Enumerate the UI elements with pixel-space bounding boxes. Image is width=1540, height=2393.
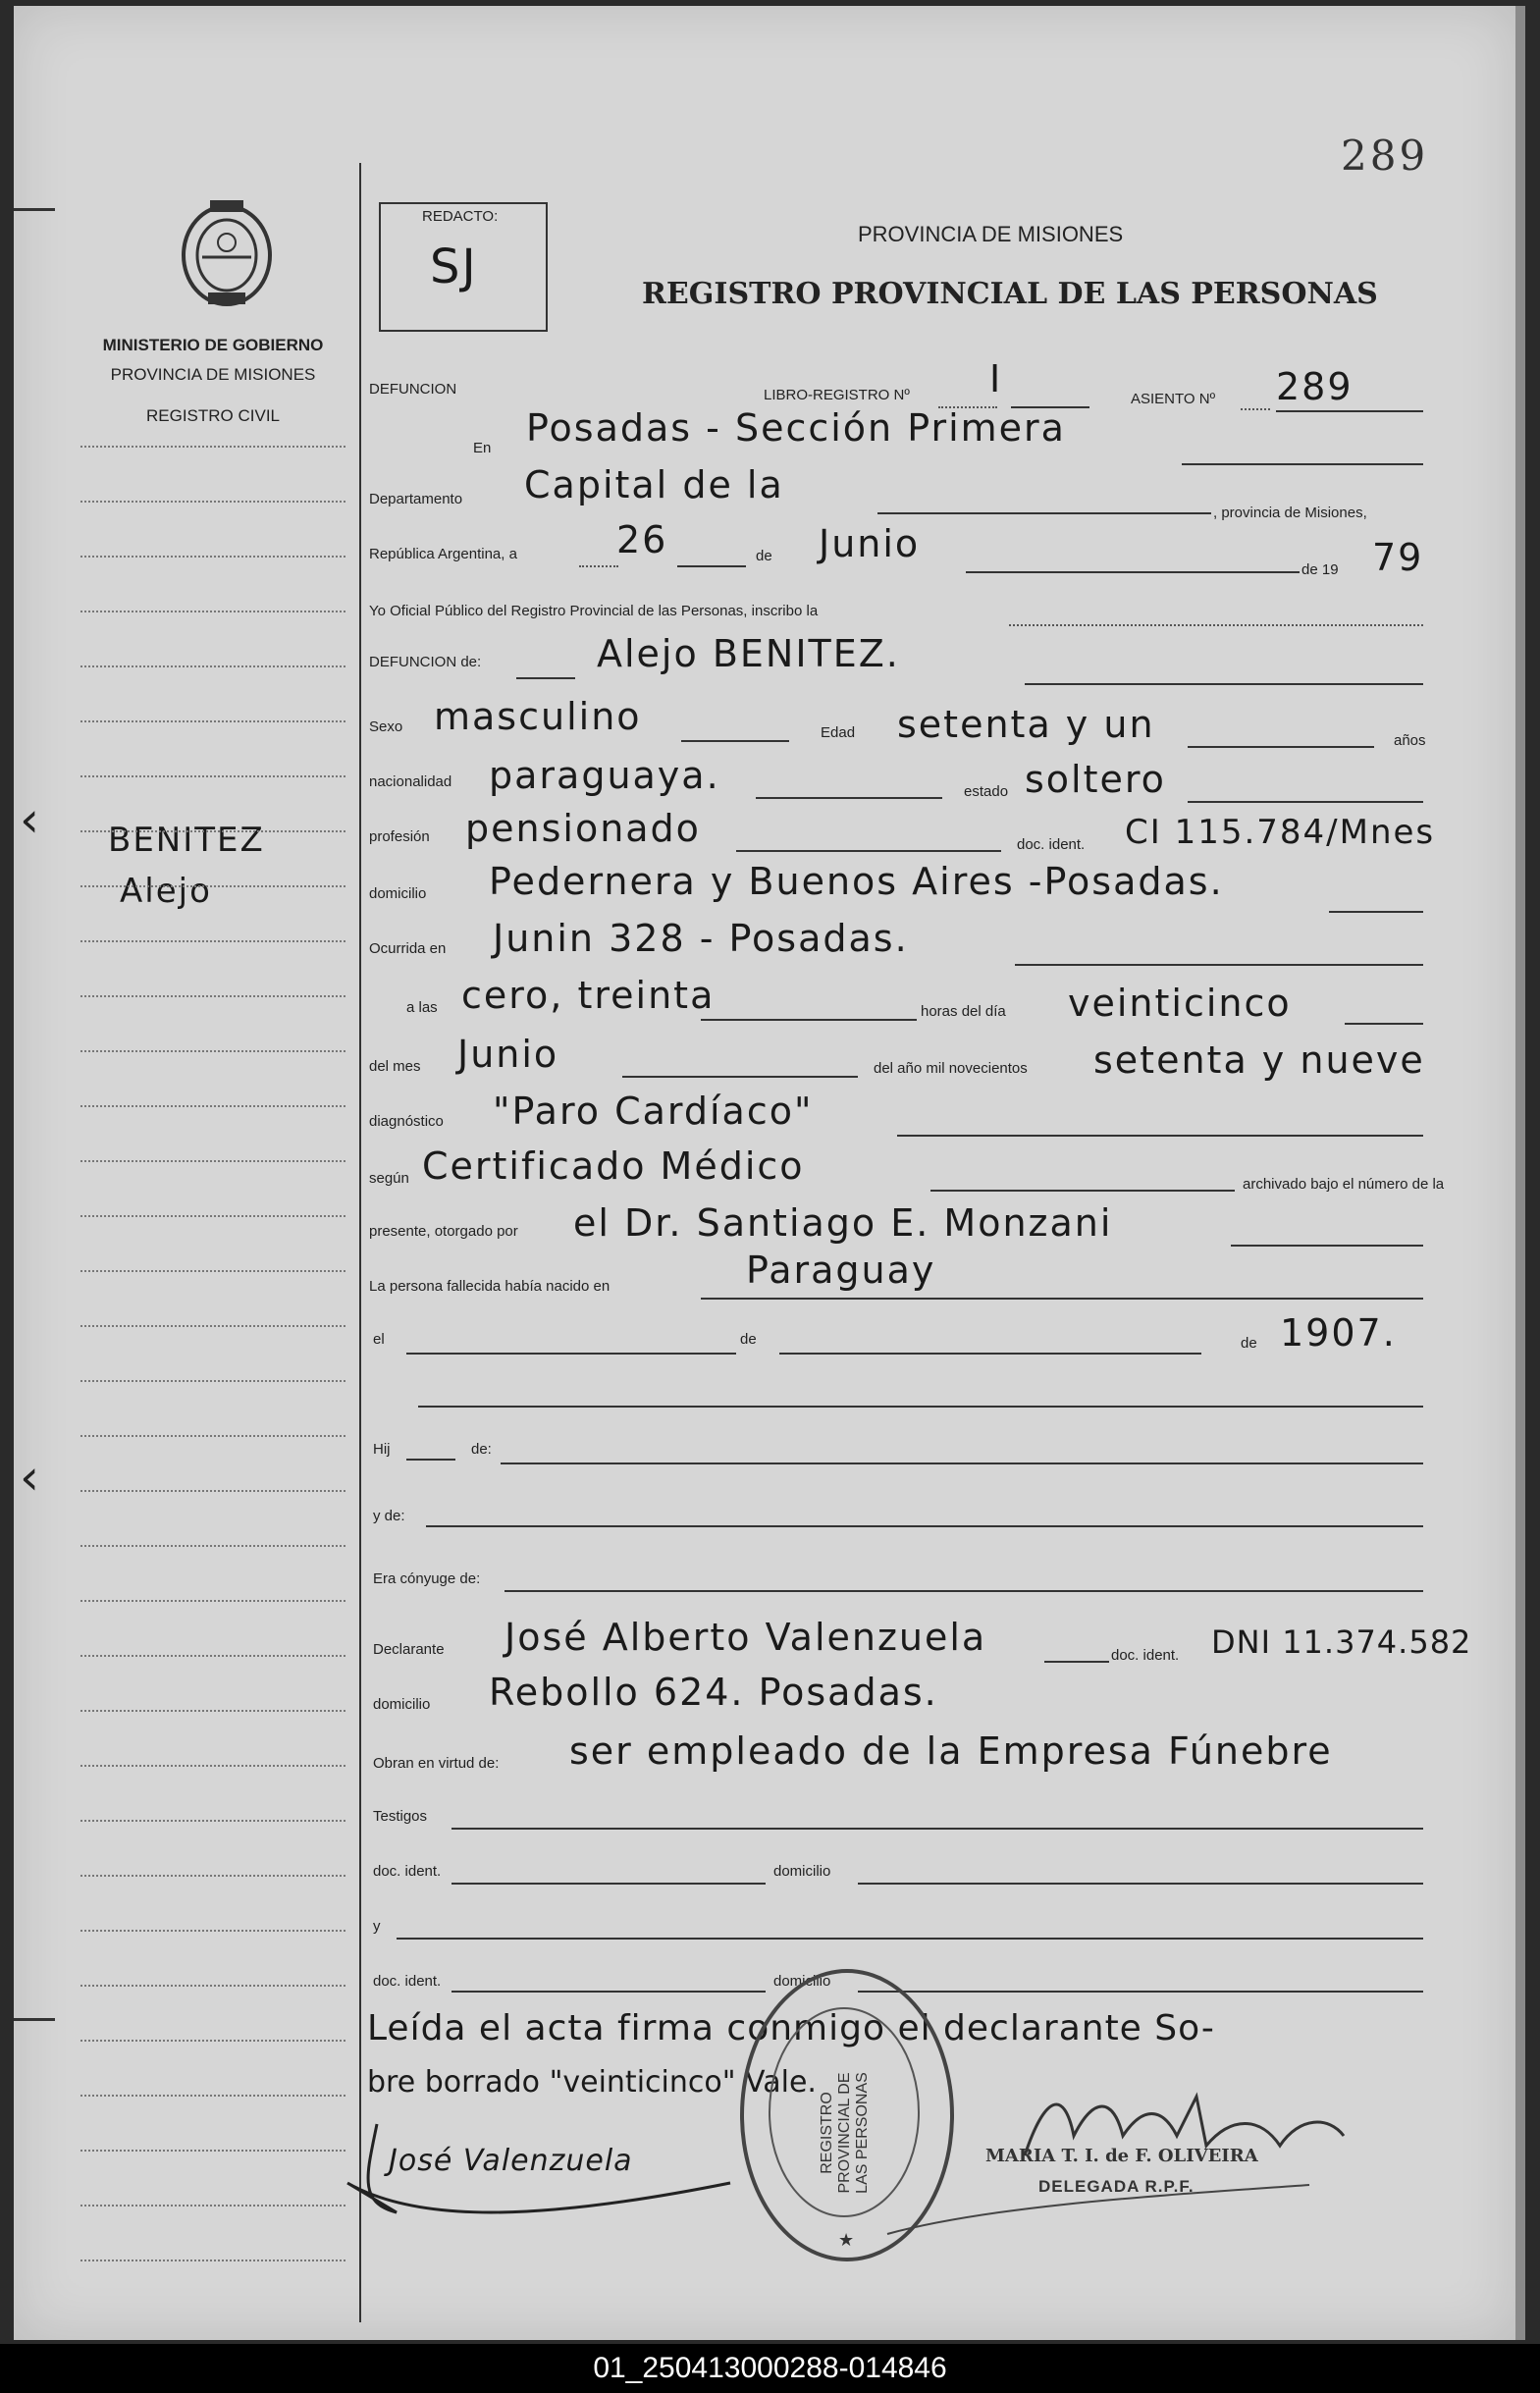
margin-rule (80, 1765, 345, 1767)
stamp-star-icon: ★ (838, 2230, 855, 2250)
libro-label: LIBRO-REGISTRO Nº (764, 387, 910, 403)
estado-label: estado (964, 783, 1009, 800)
margin-rule (80, 1270, 345, 1272)
binding-mark-top (14, 208, 55, 211)
coat-of-arms-icon (173, 198, 281, 308)
registry-title: REGISTRO PROVINCIAL DE LAS PERSONAS (642, 277, 1378, 311)
redacto-initials: SJ (430, 239, 478, 294)
margin-rule (80, 1050, 345, 1052)
nacionalidad-value: paraguaya. (489, 754, 720, 797)
closing-line-1: Leída el acta firma conmigo el declarante So- (367, 2008, 1215, 2048)
margin-rule (80, 1820, 345, 1822)
asiento-value: 289 (1276, 365, 1354, 408)
official-title: DELEGADA R.P.F. (1038, 2177, 1195, 2196)
el-label: el (373, 1331, 385, 1348)
province-heading: PROVINCIA DE MISIONES (110, 365, 316, 384)
margin-rule (80, 2260, 345, 2261)
declarante-doc-label: doc. ident. (1111, 1647, 1180, 1664)
margin-rule (80, 1600, 345, 1602)
margin-rule (80, 501, 345, 503)
del-mes-value: Junio (457, 1033, 559, 1076)
redacto-label: REDACTO: (422, 208, 499, 225)
civil-registry-heading: REGISTRO CIVIL (145, 406, 281, 425)
declarante-value: José Alberto Valenzuela (504, 1616, 987, 1659)
margin-rule (80, 1490, 345, 1492)
horas-value: veinticinco (1068, 982, 1292, 1025)
margin-rule (80, 2205, 345, 2207)
margin-rule (80, 1930, 345, 1932)
testigos-label: Testigos (373, 1808, 428, 1825)
domicilio-value: Pedernera y Buenos Aires -Posadas. (489, 860, 1224, 903)
difunto-value: Alejo BENITEZ. (597, 632, 900, 675)
margin-rule (80, 1710, 345, 1712)
doc-ident-label: doc. ident. (1017, 836, 1086, 853)
en-label: En (473, 440, 492, 456)
libro-value: I (989, 357, 1003, 400)
margin-rule (80, 556, 345, 558)
yo-oficial-text: Yo Oficial Público del Registro Provincial de las Personas, inscribo la (369, 603, 819, 619)
margin-rule (80, 611, 345, 612)
margin-rule (80, 1105, 345, 1107)
redacto-box (379, 202, 548, 332)
y-de-label: y de: (373, 1508, 405, 1524)
obran-label: Obran en virtud de: (373, 1755, 500, 1772)
margin-rule (80, 1325, 345, 1327)
margin-rule (80, 446, 345, 448)
margin-rule (80, 665, 345, 667)
de-label: de (756, 548, 772, 564)
image-caption: 01_250413000288-014846 (0, 2344, 1540, 2393)
diagnostico-label: diagnóstico (369, 1113, 444, 1130)
province-title: PROVINCIA DE MISIONES (858, 222, 1124, 246)
margin-rule (80, 2040, 345, 2042)
dia-value: 26 (616, 518, 668, 561)
hij-de-label: de: (471, 1441, 492, 1458)
estado-value: soltero (1025, 758, 1166, 801)
margin-rule (80, 775, 345, 777)
segun-label: según (369, 1170, 409, 1187)
del-anio-label: del año mil novecientos (874, 1060, 1028, 1077)
document-page (14, 6, 1525, 2340)
del-mes-label: del mes (369, 1058, 421, 1075)
declarante-domicilio-label: domicilio (373, 1696, 431, 1713)
conyuge-label: Era cónyuge de: (373, 1570, 481, 1587)
margin-rule (80, 720, 345, 722)
y-label: y (373, 1918, 381, 1935)
sexo-label: Sexo (369, 718, 403, 735)
presente-label: presente, otorgado por (369, 1223, 518, 1240)
binding-mark-bottom (14, 2018, 55, 2021)
testigo1-doc-label: doc. ident. (373, 1863, 442, 1880)
signature-flourish-icon (338, 2114, 750, 2232)
nacido-anio: 1907. (1280, 1311, 1397, 1355)
official-name: MARIA T. I. de F. OLIVEIRA (985, 2146, 1258, 2166)
domicilio-label: domicilio (369, 885, 427, 902)
departamento-label: Departamento (369, 491, 463, 507)
margin-divider (359, 163, 361, 2322)
margin-rule (80, 1160, 345, 1162)
nacido-value: Paraguay (746, 1249, 936, 1292)
doc-ident-value: CI 115.784/Mnes (1125, 813, 1436, 852)
anio-value: 79 (1372, 536, 1424, 579)
declarante-signature: José Valenzuela (389, 2144, 633, 2178)
margin-bracket-2: ‹ (20, 1449, 39, 1506)
horas-label: horas del día (921, 1003, 1006, 1020)
a-las-label: a las (406, 999, 438, 1016)
de2-label: de (740, 1331, 757, 1348)
nacionalidad-label: nacionalidad (369, 773, 452, 790)
hij-label: Hij (373, 1441, 391, 1458)
closing-line-2: bre borrado "veinticinco" Vale. (367, 2065, 817, 2100)
edad-label: Edad (821, 724, 856, 741)
ocurrida-label: Ocurrida en (369, 940, 447, 957)
defuncion-label: DEFUNCION (369, 381, 457, 398)
official-underline-icon (877, 2165, 1329, 2254)
del-anio-value: setenta y nueve (1093, 1038, 1425, 1082)
en-value: Posadas - Sección Primera (526, 406, 1066, 450)
de3-label: de (1241, 1335, 1257, 1352)
profesion-value: pensionado (465, 807, 701, 850)
sexo-value: masculino (434, 695, 642, 738)
testigo2-doc-label: doc. ident. (373, 1973, 442, 1990)
margin-rule (80, 1875, 345, 1877)
margin-surname: BENITEZ (108, 821, 265, 860)
ministry-heading: MINISTERIO DE GOBIERNO (102, 336, 324, 354)
nacido-label: La persona fallecida había nacido en (369, 1278, 611, 1295)
margin-rule (80, 2095, 345, 2097)
margin-rule (80, 830, 345, 832)
anos-label: años (1394, 732, 1426, 749)
archivado-label: archivado bajo el número de la (1243, 1176, 1445, 1193)
margin-rule (80, 1435, 345, 1437)
margin-rule (80, 2150, 345, 2152)
mes-value: Junio (819, 522, 921, 565)
provincia-suffix: , provincia de Misiones, (1213, 505, 1367, 521)
departamento-value: Capital de la (524, 463, 784, 506)
republica-label: República Argentina, a (369, 546, 517, 562)
margin-rule (80, 1215, 345, 1217)
diagnostico-value: "Paro Cardíaco" (493, 1090, 814, 1133)
asiento-label: ASIENTO Nº (1131, 391, 1216, 407)
margin-rule (80, 995, 345, 997)
declarante-label: Declarante (373, 1641, 445, 1658)
margin-rule (80, 1380, 345, 1382)
profesion-label: profesión (369, 828, 430, 845)
testigo1-domicilio-label: domicilio (773, 1863, 831, 1880)
margin-rule (80, 1545, 345, 1547)
margin-rule (80, 885, 345, 887)
ocurrida-value: Junin 328 - Posadas. (493, 917, 909, 960)
edad-value: setenta y un (897, 703, 1155, 746)
presente-value: el Dr. Santiago E. Monzani (573, 1201, 1113, 1245)
declarante-doc-value: DNI 11.374.582 (1211, 1623, 1472, 1661)
declarante-domicilio-value: Rebollo 624. Posadas. (489, 1671, 938, 1714)
margin-rule (80, 1655, 345, 1657)
obran-value: ser empleado de la Empresa Fúnebre (569, 1729, 1333, 1773)
margin-given-name: Alejo (120, 872, 212, 911)
segun-value: Certificado Médico (422, 1144, 805, 1188)
margin-rule (80, 1985, 345, 1987)
stamp-text: REGISTRO PROVINCIAL DE LAS PERSONAS (819, 2072, 871, 2194)
margin-rule (80, 940, 345, 942)
defuncion-de-label: DEFUNCION de: (369, 654, 482, 670)
de-anio-label: de 19 (1301, 561, 1339, 578)
page-number: 289 (1341, 132, 1429, 180)
testigo2-domicilio-label: domicilio (773, 1973, 831, 1990)
margin-bracket-1: ‹ (20, 791, 39, 848)
a-las-value: cero, treinta (461, 974, 716, 1017)
